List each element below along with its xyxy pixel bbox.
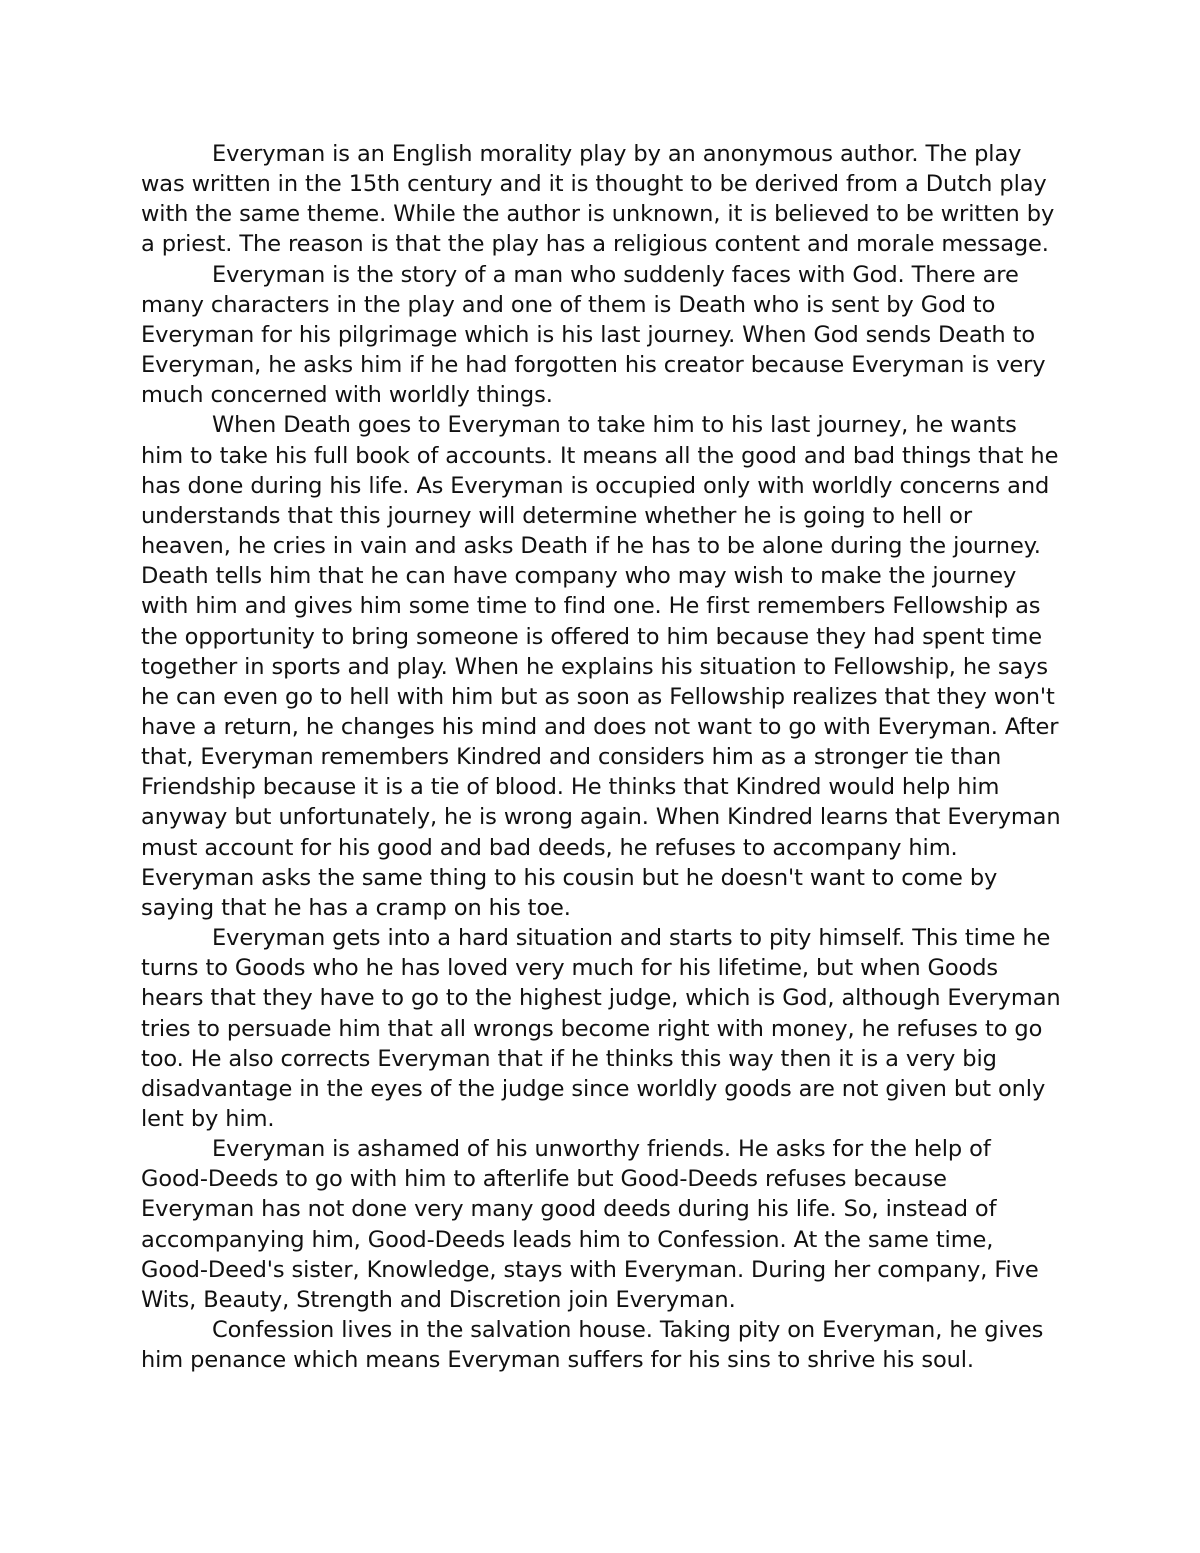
paragraph-6: Confession lives in the salvation house. Taking pity on Everyman, he gives him penance which means Everyman suffers for his sins to shrive his soul. [141, 1317, 1044, 1374]
document-body [141, 139, 1061, 1375]
paragraph-3: When Death goes to Everyman to take him to his last journey, he wants him to take his full book of accounts. It means all the good and bad things that he has done during his life. As Everyman is occupied only with worldly concerns and understands that this journey will determine whether he is going to hell or heaven, he cries in vain and asks Death if he has to be alone during the journey. Death tells him that he can have company who may wish to make the journey with him and gives him some time to find one. He first remembers Fellowship as the opportunity to bring someone is offered to him because they had spent time together in sports and play. When he explains his situation to Fellowship, he says he can even go to hell with him but as soon as Fellowship realizes that they won't have a return, he changes his mind and does not want to go with Everyman. After that, Everyman remembers Kindred and considers him as a stronger tie than Friendship because it is a tie of blood. He thinks that Kindred would help him anyway but unfortunately, he is wrong again. When Kindred learns that Everyman must account for his good and bad deeds, he refuses to accompany him. Everyman asks the same thing to his cousin but he doesn't want to come by saying that he has a cramp on his toe. [141, 412, 1061, 921]
paragraph-1: Everyman is an English morality play by an anonymous author. The play was written in the 15th century and it is thought to be derived from a Dutch play with the same theme. While the author is unknown, it is believed to be written by a priest. The reason is that the play has a religious content and morale message. [141, 141, 1055, 258]
paragraph-5: Everyman is ashamed of his unworthy friends. He asks for the help of Good-Deeds to go with him to afterlife but Good-Deeds refuses because Everyman has not done very many good deeds during his life. So, instead of accompanying him, Good-Deeds leads him to Confession. At the same time, Good-Deed's sister, Knowledge, stays with Everyman. During her company, Five Wits, Beauty, Strength and Discretion join Everyman. [141, 1136, 1039, 1313]
paragraph-2: Everyman is the story of a man who suddenly faces with God. There are many characters in the play and one of them is Death who is sent by God to Everyman for his pilgrimage which is his last journey. When God sends Death to Everyman, he asks him if he had forgotten his creator because Everyman is very much concerned with worldly things. [141, 261, 1046, 409]
paragraph-4: Everyman gets into a hard situation and starts to pity himself. This time he turns to Goods who he has loved very much for his lifetime, but when Goods hears that they have to go to the highest judge, which is God, although Everyman tries to persuade him that all wrongs become right with money, he refuses to go too. He also corrects Everyman that if he thinks this way then it is a very big disadvantage in the eyes of the judge since worldly goods are not given but only lent by him. [141, 925, 1061, 1132]
